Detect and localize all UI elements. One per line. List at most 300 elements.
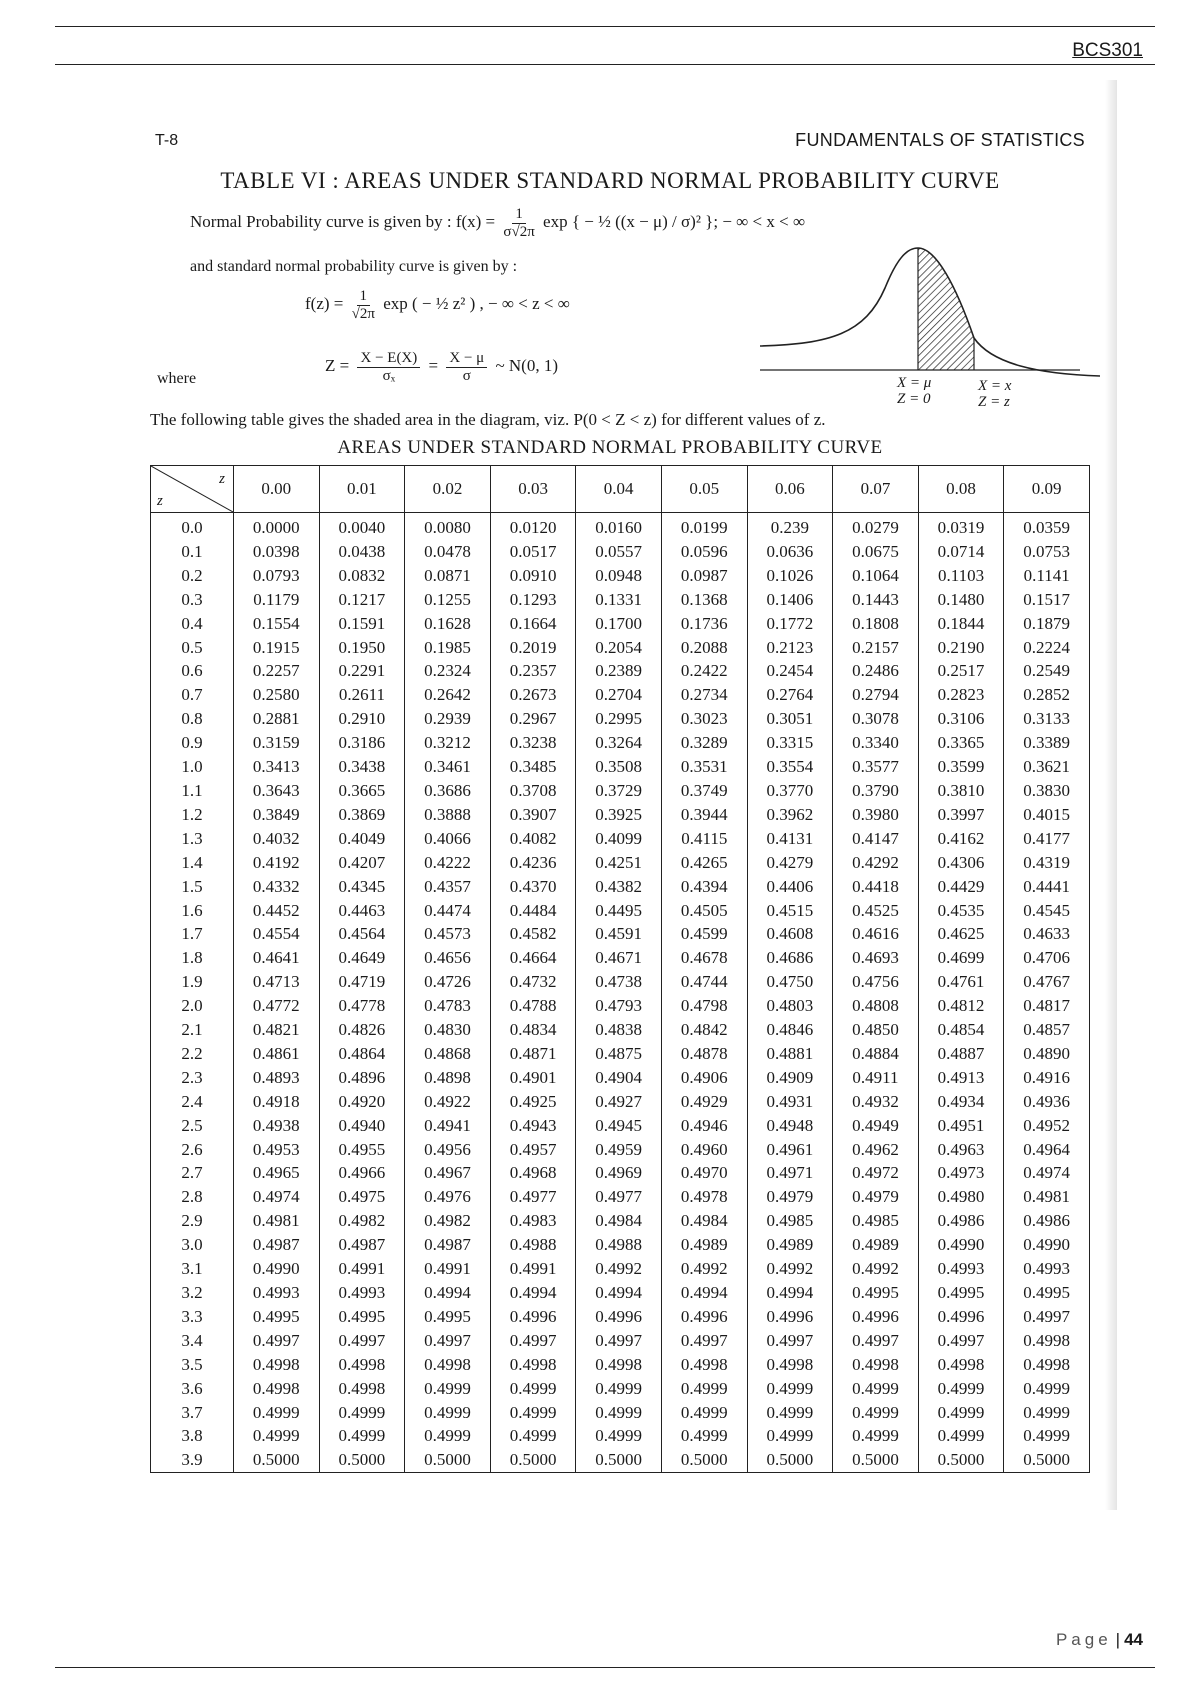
area-cell: 0.4505 xyxy=(661,899,747,923)
area-cell: 0.4998 xyxy=(918,1353,1004,1377)
table-row xyxy=(151,803,1090,827)
area-cell: 0.4985 xyxy=(833,1209,919,1233)
area-cell: 0.4726 xyxy=(405,970,491,994)
area-cell: 0.4981 xyxy=(234,1209,320,1233)
area-cell: 0.4998 xyxy=(234,1353,320,1377)
formula-1-prefix: Normal Probability curve is given by : f(x) = xyxy=(190,211,496,231)
area-cell: 0.4616 xyxy=(833,922,919,946)
table-heading: TABLE VI : AREAS UNDER STANDARD NORMAL PROBABILITY CURVE xyxy=(220,168,1000,193)
area-cell: 0.4850 xyxy=(833,1018,919,1042)
area-cell: 0.4573 xyxy=(405,922,491,946)
area-cell: 0.4999 xyxy=(1004,1424,1090,1448)
area-cell: 0.0160 xyxy=(576,513,662,540)
area-cell: 0.3186 xyxy=(319,731,405,755)
area-cell: 0.1443 xyxy=(833,588,919,612)
area-cell: 0.1480 xyxy=(918,588,1004,612)
area-cell: 0.3888 xyxy=(405,803,491,827)
area-cell: 0.4686 xyxy=(747,946,833,970)
area-cell: 0.1141 xyxy=(1004,564,1090,588)
area-cell: 0.2734 xyxy=(661,683,747,707)
area-cell: 0.4099 xyxy=(576,827,662,851)
area-cell: 0.2549 xyxy=(1004,659,1090,683)
area-cell: 0.4959 xyxy=(576,1138,662,1162)
area-cell: 0.4927 xyxy=(576,1090,662,1114)
area-cell: 0.4394 xyxy=(661,875,747,899)
area-cell: 0.3830 xyxy=(1004,779,1090,803)
z-value-cell: 0.3 xyxy=(151,588,234,612)
area-cell: 0.0948 xyxy=(576,564,662,588)
area-cell: 0.4564 xyxy=(319,922,405,946)
formula-1-inner: { − ½ ((x − μ) / σ)² } xyxy=(571,211,714,231)
area-cell: 0.4868 xyxy=(405,1042,491,1066)
area-cell: 0.3643 xyxy=(234,779,320,803)
area-cell: 0.5000 xyxy=(490,1448,576,1472)
area-cell: 0.4996 xyxy=(833,1305,919,1329)
area-cell: 0.4962 xyxy=(833,1138,919,1162)
area-cell: 0.3315 xyxy=(747,731,833,755)
area-cell: 0.4929 xyxy=(661,1090,747,1114)
area-cell: 0.4967 xyxy=(405,1161,491,1185)
area-cell: 0.3962 xyxy=(747,803,833,827)
area-cell: 0.4938 xyxy=(234,1114,320,1138)
area-cell: 0.1950 xyxy=(319,636,405,660)
area-cell: 0.4952 xyxy=(1004,1114,1090,1138)
z-table-header-row xyxy=(151,466,1090,513)
area-cell: 0.4452 xyxy=(234,899,320,923)
area-cell: 0.4998 xyxy=(490,1353,576,1377)
z-value-cell: 2.2 xyxy=(151,1042,234,1066)
area-cell: 0.4999 xyxy=(576,1424,662,1448)
area-cell: 0.4974 xyxy=(234,1185,320,1209)
area-cell: 0.4993 xyxy=(1004,1257,1090,1281)
area-cell: 0.3749 xyxy=(661,779,747,803)
area-cell: 0.4986 xyxy=(1004,1209,1090,1233)
area-cell: 0.4474 xyxy=(405,899,491,923)
area-cell: 0.4554 xyxy=(234,922,320,946)
area-cell: 0.4812 xyxy=(918,994,1004,1018)
area-cell: 0.1217 xyxy=(319,588,405,612)
area-cell: 0.4961 xyxy=(747,1138,833,1162)
area-cell: 0.4977 xyxy=(576,1185,662,1209)
area-cell: 0.4999 xyxy=(319,1424,405,1448)
z-value-cell: 2.3 xyxy=(151,1066,234,1090)
area-cell: 0.4991 xyxy=(490,1257,576,1281)
area-cell: 0.4821 xyxy=(234,1018,320,1042)
column-header: 0.08 xyxy=(918,466,1004,513)
area-cell: 0.2673 xyxy=(490,683,576,707)
area-cell: 0.4236 xyxy=(490,851,576,875)
table-row xyxy=(151,1448,1090,1472)
area-cell: 0.4750 xyxy=(747,970,833,994)
area-cell: 0.4987 xyxy=(405,1233,491,1257)
area-cell: 0.4990 xyxy=(918,1233,1004,1257)
z-value-cell: 0.9 xyxy=(151,731,234,755)
z-value-cell: 0.5 xyxy=(151,636,234,660)
area-cell: 0.0871 xyxy=(405,564,491,588)
area-cell: 0.3944 xyxy=(661,803,747,827)
area-cell: 0.2852 xyxy=(1004,683,1090,707)
area-cell: 0.4999 xyxy=(833,1401,919,1425)
area-cell: 0.2291 xyxy=(319,659,405,683)
area-cell: 0.4994 xyxy=(405,1281,491,1305)
z-value-cell: 3.5 xyxy=(151,1353,234,1377)
table-row xyxy=(151,1424,1090,1448)
z-value-cell: 0.0 xyxy=(151,513,234,540)
table-row xyxy=(151,1329,1090,1353)
column-header: 0.09 xyxy=(1004,466,1090,513)
area-cell: 0.4993 xyxy=(918,1257,1004,1281)
area-cell: 0.3389 xyxy=(1004,731,1090,755)
area-cell: 0.4484 xyxy=(490,899,576,923)
area-cell: 0.4495 xyxy=(576,899,662,923)
area-cell: 0.3485 xyxy=(490,755,576,779)
area-cell: 0.4798 xyxy=(661,994,747,1018)
area-cell: 0.0040 xyxy=(319,513,405,540)
formula-1-suffix: ; − ∞ < x < ∞ xyxy=(713,211,806,231)
label-x: X = x xyxy=(978,378,1012,394)
area-cell: 0.0636 xyxy=(747,540,833,564)
table-row xyxy=(151,588,1090,612)
area-cell: 0.3869 xyxy=(319,803,405,827)
column-header: 0.06 xyxy=(747,466,833,513)
area-cell: 0.3621 xyxy=(1004,755,1090,779)
z-value-cell: 1.9 xyxy=(151,970,234,994)
area-cell: 0.4830 xyxy=(405,1018,491,1042)
area-cell: 0.4989 xyxy=(661,1233,747,1257)
area-cell: 0.4999 xyxy=(576,1377,662,1401)
area-cell: 0.4793 xyxy=(576,994,662,1018)
area-cell: 0.4115 xyxy=(661,827,747,851)
area-cell: 0.4896 xyxy=(319,1066,405,1090)
area-cell: 0.3849 xyxy=(234,803,320,827)
area-cell: 0.4993 xyxy=(319,1281,405,1305)
area-cell: 0.1844 xyxy=(918,612,1004,636)
formula-3-body: exp ( − ½ z² ) , − ∞ < z < ∞ xyxy=(383,293,570,313)
table-row xyxy=(151,922,1090,946)
area-cell: 0.3810 xyxy=(918,779,1004,803)
area-cell: 0.4999 xyxy=(405,1401,491,1425)
area-cell: 0.4990 xyxy=(1004,1233,1090,1257)
area-cell: 0.4633 xyxy=(1004,922,1090,946)
area-cell: 0.4957 xyxy=(490,1138,576,1162)
area-cell: 0.5000 xyxy=(1004,1448,1090,1472)
table-row xyxy=(151,1066,1090,1090)
formula-3-fraction xyxy=(352,288,375,322)
area-cell: 0.4943 xyxy=(490,1114,576,1138)
area-cell: 0.0714 xyxy=(918,540,1004,564)
area-cell: 0.4946 xyxy=(661,1114,747,1138)
area-cell: 0.4998 xyxy=(747,1353,833,1377)
area-cell: 0.4985 xyxy=(747,1209,833,1233)
area-cell: 0.4913 xyxy=(918,1066,1004,1090)
top-rule xyxy=(55,26,1155,27)
z-value-cell: 2.5 xyxy=(151,1114,234,1138)
area-cell: 0.2324 xyxy=(405,659,491,683)
table-row xyxy=(151,1185,1090,1209)
area-cell: 0.4649 xyxy=(319,946,405,970)
area-cell: 0.4772 xyxy=(234,994,320,1018)
area-cell: 0.4265 xyxy=(661,851,747,875)
area-cell: 0.4972 xyxy=(833,1161,919,1185)
area-cell: 0.0675 xyxy=(833,540,919,564)
area-cell: 0.4732 xyxy=(490,970,576,994)
area-cell: 0.4997 xyxy=(1004,1305,1090,1329)
area-cell: 0.4932 xyxy=(833,1090,919,1114)
area-cell: 0.4986 xyxy=(918,1209,1004,1233)
area-cell: 0.4995 xyxy=(319,1305,405,1329)
area-cell: 0.4878 xyxy=(661,1042,747,1066)
area-cell: 0.4999 xyxy=(405,1377,491,1401)
table-row xyxy=(151,1377,1090,1401)
table-row xyxy=(151,540,1090,564)
area-cell: 0.4999 xyxy=(1004,1377,1090,1401)
table-row xyxy=(151,513,1090,540)
area-cell: 0.4987 xyxy=(319,1233,405,1257)
area-cell: 0.4066 xyxy=(405,827,491,851)
column-header: 0.03 xyxy=(490,466,576,513)
area-cell: 0.4778 xyxy=(319,994,405,1018)
area-cell: 0.0517 xyxy=(490,540,576,564)
area-cell: 0.0987 xyxy=(661,564,747,588)
area-cell: 0.4997 xyxy=(661,1329,747,1353)
z-value-cell: 3.0 xyxy=(151,1233,234,1257)
table-row xyxy=(151,1209,1090,1233)
table-row xyxy=(151,994,1090,1018)
area-cell: 0.4973 xyxy=(918,1161,1004,1185)
area-cell: 0.4177 xyxy=(1004,827,1090,851)
area-cell: 0.4997 xyxy=(405,1329,491,1353)
column-header: 0.01 xyxy=(319,466,405,513)
area-cell: 0.4997 xyxy=(490,1329,576,1353)
area-cell: 0.4941 xyxy=(405,1114,491,1138)
table-row xyxy=(151,1090,1090,1114)
area-cell: 0.4515 xyxy=(747,899,833,923)
table-row xyxy=(151,1305,1090,1329)
area-cell: 0.0596 xyxy=(661,540,747,564)
area-cell: 0.4756 xyxy=(833,970,919,994)
formula-1-exp: exp xyxy=(543,211,568,231)
column-header: 0.00 xyxy=(234,466,320,513)
area-cell: 0.4951 xyxy=(918,1114,1004,1138)
standard-normal-formula xyxy=(305,288,665,336)
z-table xyxy=(150,465,1090,1473)
area-cell: 0.4864 xyxy=(319,1042,405,1066)
z-value-cell: 0.7 xyxy=(151,683,234,707)
area-cell: 0.4525 xyxy=(833,899,919,923)
area-cell: 0.0478 xyxy=(405,540,491,564)
area-cell: 0.4999 xyxy=(490,1424,576,1448)
area-cell: 0.4979 xyxy=(833,1185,919,1209)
area-cell: 0.4861 xyxy=(234,1042,320,1066)
page-footer xyxy=(1056,1630,1143,1650)
area-cell: 0.1985 xyxy=(405,636,491,660)
area-cell: 0.4406 xyxy=(747,875,833,899)
area-cell: 0.3106 xyxy=(918,707,1004,731)
area-cell: 0.4783 xyxy=(405,994,491,1018)
area-cell: 0.0000 xyxy=(234,513,320,540)
area-cell: 0.3133 xyxy=(1004,707,1090,731)
area-cell: 0.0319 xyxy=(918,513,1004,540)
area-cell: 0.3212 xyxy=(405,731,491,755)
column-header: 0.07 xyxy=(833,466,919,513)
area-cell: 0.1255 xyxy=(405,588,491,612)
area-cell: 0.4999 xyxy=(1004,1401,1090,1425)
table-row xyxy=(151,1161,1090,1185)
area-cell: 0.2764 xyxy=(747,683,833,707)
area-cell: 0.4999 xyxy=(833,1424,919,1448)
area-cell: 0.4918 xyxy=(234,1090,320,1114)
formula-3-denominator: √2π xyxy=(351,305,375,322)
table-row xyxy=(151,1138,1090,1162)
header-rule xyxy=(55,64,1155,65)
area-cell: 0.4966 xyxy=(319,1161,405,1185)
z-value-cell: 2.9 xyxy=(151,1209,234,1233)
area-cell: 0.4808 xyxy=(833,994,919,1018)
area-cell: 0.3340 xyxy=(833,731,919,755)
area-cell: 0.4192 xyxy=(234,851,320,875)
area-cell: 0.4992 xyxy=(576,1257,662,1281)
area-cell: 0.4994 xyxy=(576,1281,662,1305)
area-cell: 0.4834 xyxy=(490,1018,576,1042)
area-cell: 0.4911 xyxy=(833,1066,919,1090)
area-cell: 0.3078 xyxy=(833,707,919,731)
column-header: 0.02 xyxy=(405,466,491,513)
area-cell: 0.4995 xyxy=(1004,1281,1090,1305)
area-cell: 0.5000 xyxy=(234,1448,320,1472)
area-cell: 0.3708 xyxy=(490,779,576,803)
area-cell: 0.4989 xyxy=(833,1233,919,1257)
area-cell: 0.4292 xyxy=(833,851,919,875)
area-cell: 0.4975 xyxy=(319,1185,405,1209)
formula-4-fraction-2 xyxy=(446,350,487,384)
formula-1-fraction xyxy=(503,206,534,240)
area-cell: 0.1700 xyxy=(576,612,662,636)
course-code: BCS301 xyxy=(1072,40,1143,61)
book-title: FUNDAMENTALS OF STATISTICS xyxy=(795,130,1085,150)
area-cell: 0.4909 xyxy=(747,1066,833,1090)
label-z: Z = z xyxy=(978,394,1010,410)
area-cell: 0.3438 xyxy=(319,755,405,779)
area-cell: 0.4998 xyxy=(405,1353,491,1377)
area-cell: 0.4940 xyxy=(319,1114,405,1138)
area-cell: 0.4699 xyxy=(918,946,1004,970)
z-value-cell: 2.8 xyxy=(151,1185,234,1209)
area-cell: 0.2881 xyxy=(234,707,320,731)
column-header: 0.04 xyxy=(576,466,662,513)
area-cell: 0.4999 xyxy=(490,1401,576,1425)
table-row xyxy=(151,659,1090,683)
area-cell: 0.4976 xyxy=(405,1185,491,1209)
corner-label-columns: z xyxy=(219,471,225,487)
area-cell: 0.4904 xyxy=(576,1066,662,1090)
area-cell: 0.4032 xyxy=(234,827,320,851)
z-transformation-formula xyxy=(325,350,725,398)
area-cell: 0.4599 xyxy=(661,922,747,946)
area-cell: 0.4988 xyxy=(576,1233,662,1257)
table-row xyxy=(151,1353,1090,1377)
z-value-cell: 1.7 xyxy=(151,922,234,946)
area-cell: 0.4999 xyxy=(833,1377,919,1401)
area-cell: 0.1517 xyxy=(1004,588,1090,612)
area-cell: 0.3159 xyxy=(234,731,320,755)
area-cell: 0.4319 xyxy=(1004,851,1090,875)
table-row xyxy=(151,731,1090,755)
area-cell: 0.4998 xyxy=(576,1353,662,1377)
z-value-cell: 1.8 xyxy=(151,946,234,970)
z-table-body xyxy=(151,513,1090,1473)
diagram-labels xyxy=(760,238,1100,418)
area-cell: 0.2967 xyxy=(490,707,576,731)
scan-edge-shadow xyxy=(1105,80,1117,1510)
formula-4-fraction-1 xyxy=(357,350,420,384)
area-cell: 0.4591 xyxy=(576,922,662,946)
z-value-cell: 3.6 xyxy=(151,1377,234,1401)
area-cell: 0.5000 xyxy=(319,1448,405,1472)
area-cell: 0.3790 xyxy=(833,779,919,803)
area-cell: 0.2422 xyxy=(661,659,747,683)
area-cell: 0.4893 xyxy=(234,1066,320,1090)
z-value-cell: 3.3 xyxy=(151,1305,234,1329)
area-cell: 0.4887 xyxy=(918,1042,1004,1066)
z-value-cell: 3.9 xyxy=(151,1448,234,1472)
area-cell: 0.4854 xyxy=(918,1018,1004,1042)
table-row xyxy=(151,564,1090,588)
z-value-cell: 1.4 xyxy=(151,851,234,875)
area-cell: 0.4767 xyxy=(1004,970,1090,994)
area-cell: 0.4995 xyxy=(833,1281,919,1305)
area-cell: 0.4991 xyxy=(405,1257,491,1281)
table-row xyxy=(151,755,1090,779)
area-cell: 0.4999 xyxy=(661,1401,747,1425)
formula-4-denominator-1: σₓ xyxy=(382,367,396,384)
area-cell: 0.1664 xyxy=(490,612,576,636)
formula-4-equals: = xyxy=(428,355,439,375)
area-cell: 0.4857 xyxy=(1004,1018,1090,1042)
area-cell: 0.4678 xyxy=(661,946,747,970)
area-cell: 0.0753 xyxy=(1004,540,1090,564)
area-cell: 0.2611 xyxy=(319,683,405,707)
table-row xyxy=(151,827,1090,851)
area-cell: 0.4980 xyxy=(918,1185,1004,1209)
area-cell: 0.4989 xyxy=(747,1233,833,1257)
area-cell: 0.4984 xyxy=(576,1209,662,1233)
table-row xyxy=(151,636,1090,660)
table-row xyxy=(151,875,1090,899)
area-cell: 0.4999 xyxy=(747,1424,833,1448)
area-cell: 0.4965 xyxy=(234,1161,320,1185)
area-cell: 0.4995 xyxy=(234,1305,320,1329)
area-cell: 0.4998 xyxy=(319,1377,405,1401)
area-cell: 0.1368 xyxy=(661,588,747,612)
area-cell: 0.4418 xyxy=(833,875,919,899)
area-cell: 0.4162 xyxy=(918,827,1004,851)
area-cell: 0.5000 xyxy=(576,1448,662,1472)
z-value-cell: 2.1 xyxy=(151,1018,234,1042)
area-cell: 0.239 xyxy=(747,513,833,540)
area-cell: 0.4997 xyxy=(833,1329,919,1353)
area-cell: 0.4999 xyxy=(405,1424,491,1448)
area-cell: 0.4999 xyxy=(576,1401,662,1425)
z-value-cell: 1.3 xyxy=(151,827,234,851)
area-cell: 0.4906 xyxy=(661,1066,747,1090)
table-row xyxy=(151,899,1090,923)
area-cell: 0.2019 xyxy=(490,636,576,660)
area-cell: 0.2454 xyxy=(747,659,833,683)
area-cell: 0.1628 xyxy=(405,612,491,636)
area-cell: 0.4991 xyxy=(319,1257,405,1281)
area-cell: 0.4884 xyxy=(833,1042,919,1066)
area-cell: 0.0557 xyxy=(576,540,662,564)
